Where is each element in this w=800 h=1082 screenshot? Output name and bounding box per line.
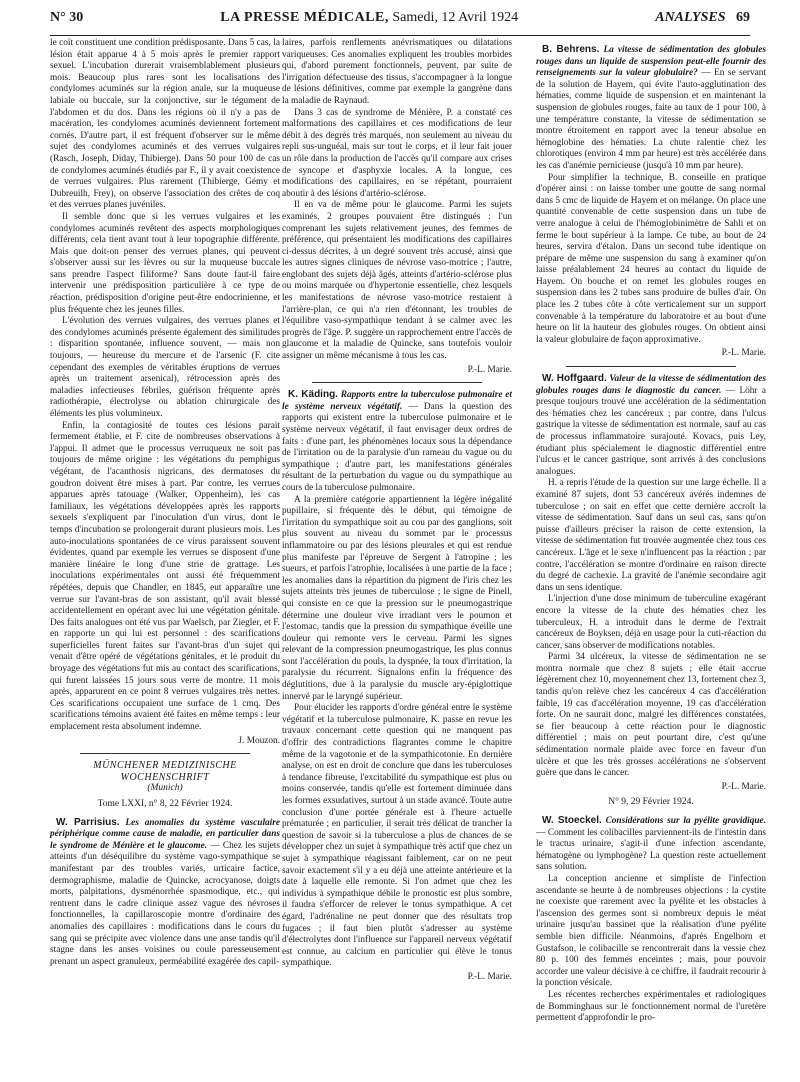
journal-city: (Munich)	[147, 783, 183, 794]
article-title: Les anomalies du système vasculaire périphérique comme cause de maladie, en particulier dans le syndrome de Ménière et le glaucome.	[50, 817, 280, 851]
signature: P.-L. Marie.	[467, 364, 512, 375]
paragraph: Enfin, la contagiosité de toutes ces lésions parait fermement établie, et F. cite de nombreuses observations à l'appui. Il admet que le processus verruqueux ne soit pas toujours de même origine : les végétations du pemphigus végétant, de l'acanthosis nigricans, des dermatoses du goudron doivent être mises à part. Par contre, les verrues apparues après tatouage (Walker, Oppenheim), les cas familiaux, les végétations développées après les rapports sexuels s'expliquent par l'inoculation d'un virus, dont le temps d'incubation se prolongerait durant plusieurs mois. Les auto-inoculations spontanées de ce virus paraissent souvent évidentes, quand par exemple les verrues se disposent d'une manière linéaire le long d'une strie de grattage. Les inoculations expérimentales ont aussi été fréquemment répétées, depuis que Chandler, en 1845, eut apparaître une verrue sur l'avant-bras de son assistant, qu'il avait blessé accidentellement en opérant avec lui une végétation génitale. Des faits analogues ont été vus par Waelsch, par Ziegler, et F. en rapporte un qui lui est personnel : des scarifications superficielles furent faites sur l'avant-bras d'un sujet qui venait d'être opéré de végétations génitales, et le produit du broyage des végétations fut mis au contact des scarifications, qui furent laissées 15 jours sous verre de montre. 11 mois après, apparurent en ce point 8 verrues vulgaires très nettes. Ces scarifications occupaient une surface de 1 cmq. Des scarifications témoins avaient été faites en même temps : leur emplacement resta absolument indemne.	[50, 420, 280, 733]
signature: J. Mouzon.	[238, 735, 280, 746]
paragraph: H. a repris l'étude de la question sur une large échelle. Il a examiné 87 sujets, dont 53 cancéreux avérés indemnes de tuberculose ; on sait en effet que cette dernière accroît la vitesse de sédimentation. Sauf dans un seul cas, sans qu'on puisse d'ailleurs préciser la raison de cette extension, la vitesse de sédimentation fut trouvée augmentée chez tous ces cancéreux. L'âge et le sexe n'influencent pas la réaction ; par contre, l'accélération se montre d'ordinaire en raison directe du degré de cachexie. La gravité de l'anémie secondaire agit dans un sens identique.	[536, 478, 766, 593]
article-text: — Dans la question des rapports qui existent entre la tuberculose pulmonaire et le système nerveux végétatif, il faut envisager deux ordres de faits : d'une part, les phénomènes locaux sous la dépendance de l'irritation ou de la paralysie d'un rameau du vague ou du sympathique ; d'autre part, les manifestations générales résultant de la perturbation du vague ou du sympathique au cours de la tuberculose pulmonaire.	[282, 401, 512, 493]
issue-date: Samedi, 12 Avril 1924	[392, 10, 519, 25]
page-number-right: 69	[735, 10, 750, 25]
section-and-page	[655, 10, 750, 26]
column-left	[50, 38, 280, 1073]
journal-name: LA PRESSE MÉDICALE,	[220, 10, 389, 25]
paragraph: Pour élucider les rapports d'ordre général entre le système végétatif et la tuberculose pulmonaire, K. passe en revue les travaux concernant cette question qui ne manquent pas d'offrir des contradictions flagrantes comme le chapitre même de la vagotonie et de la sympathicotonie. En dernière analyse, on est en droit de conclure que dans les tuberculoses à tendance fibreuse, l'excitabilité du sympathique est plus ou moins conservée, tandis qu'elle est fortement diminuée dans les formes exsudatives, surtout à un stade avancé. Toute autre conclusion d'une portée générale est à l'heure actuelle prématurée ; en particulier, il serait très délicat de trancher la question de savoir si la tuberculose a plus de chances de se développer chez un sujet à sympathique très actif que chez un sujet à sympathique réagissant faiblement, car on ne peut savoir exactement s'il y a eu déjà une atteinte antérieure et la date à laquelle elle remonte. Si l'on admet que chez les individus à sympathique débile le pronostic est plus sombre, il faudra s'efforcer de relever le tonus sympathique. A cet égard, l'adrénaline ne peut donner que des résultats trop fugaces ; il faut bien plutôt s'adresser au système d'électrolytes dont l'influence sur l'appareil nerveux végétatif est connue, au calcium en particulier qui élève le tonus sympathique.	[282, 703, 512, 969]
section-divider	[566, 366, 736, 367]
section-divider	[312, 382, 482, 383]
signature: P.-L. Marie.	[721, 781, 766, 792]
article-author: K. Käding.	[288, 389, 338, 401]
paragraph: le coït constituent une condition prédisposante. Dans 5 cas, la lésion était apparue 4 à 5 mois après le premier rapport sexuel. L'incubation durerait vraisemblablement plusieurs mois. Beaucoup plus rares sont les localisations des condylomes acuminés sur la région anale, sur la muqueuse labiale ou buccale, sur la conjonctive, sur le tégument de l'abdomen et du dos. Dans les régions où il n'y a pas de macération, les condylomes acuminés deviennent fortement cornés. D'autre part, il est fréquent d'observer sur le même sujet des condylomes acuminés et des verrues vulgaires (Rasch, Joseph, Diday, Thibierge). Dans 50 pour 100 de cas de condylomes acuminés étudiés par F., il y avait coexistence de verrues vulgaires. Plus rarement (Thibierge, Gémy et Dubreuilh, Frey), on observe l'association des crêtes de coq et des verrues planes juvéniles.	[50, 38, 280, 211]
article-abstract	[536, 373, 766, 478]
paragraph: Parmi 34 ulcéreux, la vitesse de sédimentation ne se montra normale que chez 8 sujets ; elle était accrue légèrement chez 10, moyennement chez 13, fortement chez 3, tandis qu'on relève chez les cancéreux 4 cas d'accélération faible, 19 cas d'accélération moyenne, 19 cas d'accélération forte. On ne saurait donc, malgré les différences constatées, se fier beaucoup à cette réaction pour le diagnostic différentiel ; mais on peut pourtant dire, c'est qu'une sédimentation normale plaide avec force en faveur d'un ulcère et que les très grosses accélérations ne s'observent guère que dans le cancer.	[536, 652, 766, 779]
paragraph: Il semble donc que si les verrues vulgaires et les condylomes acuminés revêtent des aspects morphologiques différents, cela tient avant tout à leur topographie différente. Mais que doit-on penser des verrues planes, qui peuvent s'observer aussi sur les lèvres ou sur la muqueuse buccale sans prendre l'aspect filiforme? Sans doute faut-il faire intervenir une prédisposition particulière à ce type de réaction, prédisposition d'origine peut-être endocrinienne, et plus fréquente chez les jeunes filles.	[50, 211, 280, 315]
section-divider	[80, 753, 250, 754]
page-number-left: N° 30	[50, 10, 84, 25]
paragraph: Les récentes recherches expérimentales et radiologiques de Bomminghaus sur le fonctionnement normal de l'uretère permettent d'approfondir le pro-	[536, 989, 766, 1024]
paragraph: L'évolution des verrues vulgaires, des verrues planes et des condylomes acuminés présente également des similitudes : disparition spontanée, influence souvent, — mais non toujours, — heureuse du mercure et de l'arsenic (F. cite cependant des exemples de véritables éruptions de verrues après un traitement arsenical), rétrocession après des maladies infectieuses fébriles, guérison fréquente après radiothérapie, électrolyse ou ablation chirurgicale des éléments les plus volumineux.	[50, 316, 280, 419]
column-middle	[282, 38, 512, 1073]
paragraph: laires, parfois renflements anévrismatiques ou dilatations variqueuses. Ces anomalies expliquent les troubles morbides qui, d'abord purement fonctionnels, peuvent, par suite de l'irrigation défectueuse des tissus, s'accompagner à la longue de lésions définitives, comme par exemple la gangrène dans la maladie de Raynaud.	[282, 38, 512, 106]
paragraph: L'injection d'une dose minimum de tuberculine exagérant encore la vitesse de la chute des hématies chez les tuberculeux, H. a introduit dans le derme de l'extrait cancéreux de Boyksen, déjà en usage pour la cuti-réaction du cancer, sans observer de modifications notables.	[536, 594, 766, 651]
signature: P.-L. Marie.	[467, 971, 512, 982]
article-author: W. Hoffgaard.	[542, 373, 607, 385]
signature: P.-L. Marie.	[721, 348, 766, 359]
article-author: W. Stoeckel.	[542, 815, 602, 826]
paragraph: Il en va de même pour le glaucome. Parmi les sujets examinés, 2 groupes pouvaient être distingués : l'un comprenant les sujets relativement jeunes, des femmes de préférence, qui présentaient les modifications des capillaires ci-dessus décrites, à un degré souvent très accusé, ainsi que les autres signes cliniques de névrose vaso-motrice ; l'autre, englobant des sujets déjà âgés, atteints d'artério-sclérose plus ou moins marquée ou d'hypertonie essentielle, chez lesquels les manifestations de névrose vaso-motrice restaient à l'arrière-plan, ce qui n'a rien d'étonnant, les troubles de l'équilibre vaso-sympathique tendant à se calmer avec les progrès de l'âge. P. suggère un rapprochement entre l'accès de glaucome et la maladie de Quincke, sans toutefois vouloir assigner un même mécanisme à tous les cas.	[282, 200, 512, 362]
paragraph: A la première catégorie appartiennent la légère inégalité pupillaire, si fréquente dès le début, qui témoigne de l'irritation du sympathique soit au cou par des ganglions, soit plus souvent au niveau du sommet par le processus inflammatoire ou par des lésions pleurales et qui est rendue plus manifeste par l'épreuve de Sergent à l'atropine ; les sueurs, et parfois l'atrophie, localisées à une partie de la face ; les anomalies dans la répartition du pigment de l'iris chez les sujets atteints très jeunes de tuberculose ; le signe de Pinell, qui consiste en ce que la pression sur le pneumogastrique détermine une douleur vive irradiant vers le poumon et l'estomac, tandis que la pression du sympathique éveille une douleur qui remonte vers le cerveau. Parmi les signes relevant de la compression pneumogastrique, les plus connus sont l'accélération du pouls, la dyspnée, la toux d'irritation, la paralysie du récurrent. Signalons enfin la fréquence des déglutitions, due à la paralysie du muscle ary-épiglottique innervé par le laryngé supérieur.	[282, 494, 512, 702]
article-abstract	[282, 389, 512, 494]
paragraph: Dans 3 cas de syndrome de Ménière, P. a constaté ces malformations des capillaires et ces modifications de leur débit à des degrés très marqués, non seulement au niveau du repli sus-unguéal, mais sur tout le corps, et il leur fait jouer un rôle dans la production de l'accès qu'il compare aux crises de syncope et d'asphyxie locales. A la longue, ces modifications des capillaires, en se répétant, pourraient aboutir à des lésions d'artério-sclérose.	[282, 107, 512, 199]
paragraph: La conception ancienne et simpliste de l'infection ascendante se heurte à de nombreuses objections : la cystite ne coexiste que rarement avec la pyélite et les obstacles à l'ascension des germes sont si nombreux depuis le méat urinaire jusqu'au bassinet que la réalisation d'une pyélite semble bien difficile. Néanmoins, d'après Engelhorn et Gustafson, le colibacille se rencontrerait dans la vessie chez 80 p. 100 des femmes enceintes ; mais, pour pouvoir accorder une valeur décisive à ce chiffre, il faudrait recourir à la ponction vésicale.	[536, 873, 766, 989]
article-title: La vitesse de sédimentation des globules rouges dans un liquide de suspension peut-elle fournir des renseignements sur la valeur globulaire?	[536, 45, 766, 79]
section-name: ANALYSES	[655, 10, 726, 25]
journal-issue: Tome LXXI, n° 8, 22 Février 1924.	[97, 799, 233, 809]
column-right	[536, 38, 766, 1073]
article-abstract	[536, 44, 766, 173]
journal-issue: N° 9, 29 Février 1924.	[608, 797, 694, 808]
article-title: Considérations sur la pyélite gravidique.	[605, 816, 766, 826]
article-text: — Comment les colibacilles parviennent-ils de l'intestin dans le tractus urinaire, s'agit-il d'une infection ascendante, hématogène ou lymphogène? La question reste actuellement sans solution.	[536, 827, 766, 873]
journal-date-line	[220, 10, 518, 26]
article-author: W. Parrisius.	[56, 816, 120, 828]
journal-title: MÜNCHENER MEDIZINISCHE WOCHENSCHRIFT	[93, 760, 237, 783]
article-text: — En se servant de la solution de Hayem, qui évite l'auto-agglutination des hématies, comme liquide de suspension et en maintenant la suspension de globules rouges, faite au taux de 1 pour 100, à une température constante, la vitesse de sédimentation se montre étroitement en rapport avec la teneur absolue en hémoglobine des hématies. La chute ralentie chez les chlorotiques (environ 4 mm par heure) est très accélérée dans les cas d'anémie pernicieuse (jusqu'à 10 mm par heure).	[536, 68, 766, 171]
article-title: Rapports entre la tuberculose pulmonaire et le système nerveux végétatif.	[282, 390, 512, 412]
paragraph: Pour simplifier la technique, B. conseille en pratique d'opérer ainsi : on laisse tomber une goutte de sang normal dans 5 cmc de liquide de Hayem et on mélange. On place une quantité convenable de cette suspension dans un tube de verre analogue à celui de l'hémoglobinimètre de Sahli et on ferme le bout supérieur à la lampe. Ce tube, au bout de 24 heures, servira d'étalon. Dans un second tube identique on prépare de même une suspension du sang à examiner qu'on laisse préalablement 24 heures au contact du liquide de Hayem. On bouche et on remet les globules rouges en suspension dans les 2 tubes sans produire de bulles d'air. On place les 2 tubes côte à côte verticalement sur un support convenable à la température du laboratoire et au bout d'une heure on lit la hauteur des globules rouges. On obtient ainsi la valeur globulaire de façon approximative.	[536, 172, 766, 345]
article-author: B. Behrens.	[542, 44, 600, 55]
article-title: Valeur de la vitesse de sédimentation des globules rouges dans le diagnostic du cancer.	[536, 374, 766, 396]
article-abstract	[536, 815, 766, 874]
article-abstract	[50, 817, 280, 969]
article-text: — Chez les sujets atteints d'un déséquilibre du système vago-sympathique se manifestant par des troubles variés, urticaire factice, dermographisme, maladie de Quincke, acrocyanose, doigts morts, palpitations, dysménorrhée spasmodique, etc., qui rentrent dans le cadre clinique assez vague des névroses fonctionnelles, la capillaroscopie montre d'ordinaire des anomalies des capillaires : modifications dans le cours du sang qui se précipite avec violence dans une anse tandis qu'il stagne dans les anses voisines ou coule paresseusement prenant un aspect granuleux, perméabilité exagérée des capil-	[50, 840, 280, 967]
article-text: — Löhr a presque toujours trouvé une accélération de la sédimentation des hématies chez les cancéreux ; par contre, dans l'ulcus gastrique la vitesse de sédimentation est normale, sauf au cas de processus inflammatoire surajouté. Kovacs, puis Ley, étudiant plus spécialement le diagnostic différentiel entre l'ulcus et le cancer gastrique, sont arrivés à des conclusions analogues.	[536, 385, 766, 477]
running-header	[50, 10, 750, 36]
